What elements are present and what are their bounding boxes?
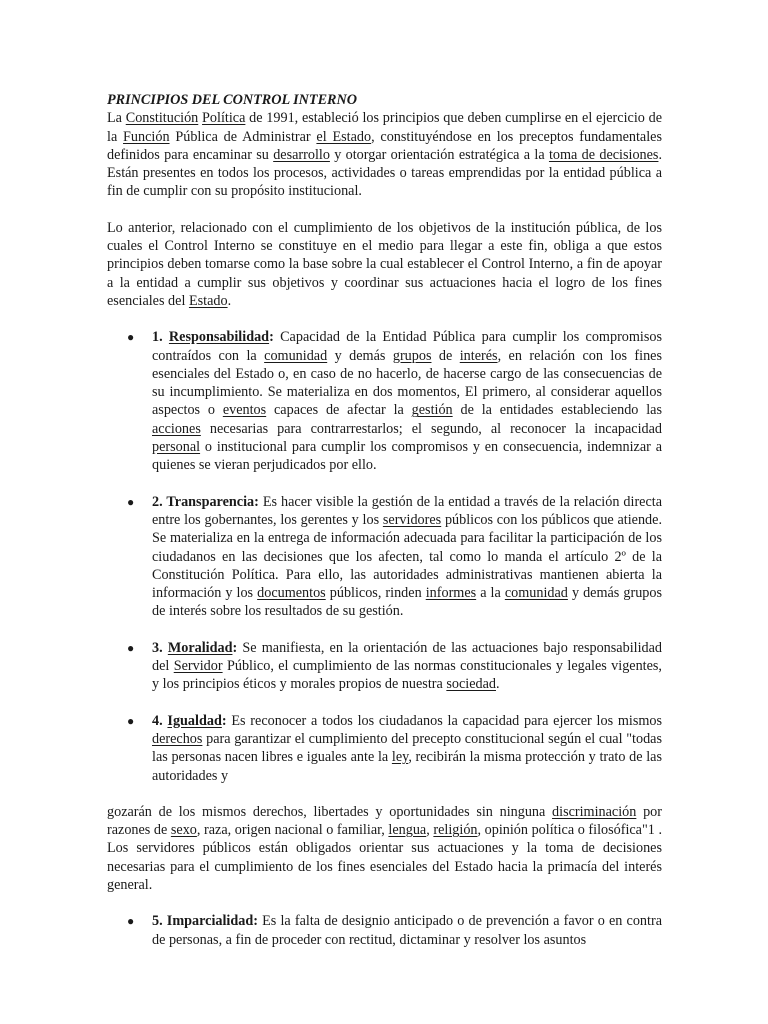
continuation-paragraph: gozarán de los mismos derechos, libertades y oportunidades sin ninguna discriminación por razones de sexo, raza, origen nacional o familiar, lengua, religión, opinión política o filosófica"1 . Los servidores públicos están obligados orientar sus actuaciones y la toma de decisiones necesarias para el cumplimiento de los fines esenciales del Estado hacia la primacía del interés general.: [107, 803, 662, 893]
principles-list: [107, 328, 662, 785]
context-paragraph: Lo anterior, relacionado con el cumplimiento de los objetivos de la institución pública, de los cuales el Control Interno se constituye en el medio para llegar a este fin, obliga a que estos principios deben tomarse como la base sobre la cual establecer el Control Interno, a fin de apoyar a la entidad a cumplir sus objetivos y coordinar sus actuaciones hacia el logro de los fines esenciales del Estado.: [107, 219, 662, 309]
hyperlink-term[interactable]: personal: [152, 439, 201, 456]
list-item: ● 1. Responsabilidad: Capacidad de la Entidad Pública para cumplir los compromisos contraídos con la comunidad y demás grupos de interés, en relación con los fines esenciales del Estado o, en caso de no hacerlo, de hacerse cargo de las consecuencias de su incumplimiento. Se materializa en dos momentos, El primero, al considerar aquellos aspectos o eventos capaces de afectar la gestión de la entidades estableciendo las acciones necesarias para contrarrestarlos; el segundo, al reconocer la incapacidad personal o institucional para cumplir los compromisos y en consecuencia, indemnizar a quienes se vieran perjudicados por ello.: [127, 329, 662, 474]
list-item: ● 2. Transparencia: Es hacer visible la gestión de la entidad a través de la relación directa entre los gobernantes, los gerentes y los servidores públicos con los públicos que atiende. Se materializa en la entrega de información adecuada para facilitar la participación de los ciudadanos en las decisiones que los afecten, tal como lo manda el artículo 2º de la Constitución Política. Para ello, las autoridades administrativas mantienen abierta la información y los documentos públicos, rinden informes a la comunidad y demás grupos de interés sobre los resultados de su gestión.: [127, 493, 663, 620]
hyperlink-term[interactable]: gestión: [411, 402, 453, 419]
hyperlink-term[interactable]: eventos: [222, 402, 267, 419]
hyperlink-term[interactable]: interés: [459, 347, 498, 364]
hyperlink-term[interactable]: toma de decisiones: [548, 146, 659, 163]
list-item: ● 3. Moralidad: Se manifiesta, en la orientación de las actuaciones bajo responsabilidad del Servidor Público, el cumplimiento de las normas constitucionales y legales vigentes, y los principios éticos y morales propios de nuestra sociedad.: [127, 639, 663, 693]
bullet-icon: ●: [127, 914, 135, 929]
principles-list-continued: [107, 912, 662, 949]
bold-label: 5. Imparcialidad:: [152, 913, 258, 930]
bold-label: :: [269, 329, 274, 346]
hyperlink-term[interactable]: comunidad: [264, 347, 328, 364]
hyperlink-term[interactable]: comunidad: [504, 585, 568, 602]
hyperlink-term[interactable]: Constitución: [125, 110, 199, 127]
hyperlink-term[interactable]: religión: [433, 822, 478, 839]
bold-label: [168, 640, 233, 656]
bullet-icon: ●: [127, 640, 135, 655]
hyperlink-term[interactable]: discriminación: [552, 803, 637, 820]
hyperlink-term[interactable]: Estado: [188, 292, 228, 309]
document-title: PRINCIPIOS DEL CONTROL INTERNO: [107, 92, 358, 108]
hyperlink-term[interactable]: Función: [123, 128, 170, 145]
hyperlink-term[interactable]: acciones: [152, 420, 201, 437]
document-body: [107, 91, 662, 949]
intro-paragraph: La Constitución Política de 1991, estableció los principios que deben cumplirse en el ejercicio de la Función Pública de Administrar el Estado, constituyéndose en los preceptos fundamentales definidos para encaminar su desarrollo y otorgar orientación estratégica a la toma de decisiones. Están presentes en todos los procesos, actividades o tareas emprendidas por la entidad pública a fin de cumplir con su propósito institucional.: [107, 110, 663, 200]
hyperlink-term[interactable]: documentos: [257, 585, 326, 602]
bullet-icon: ●: [127, 330, 135, 345]
hyperlink-term[interactable]: Igualdad: [167, 712, 222, 729]
hyperlink-term[interactable]: Política: [202, 110, 246, 127]
list-item: ● 5. Imparcialidad: Es la falta de designio anticipado o de prevención a favor o en contra de personas, a fin de proceder con rectitud, dictaminar y resolver los asuntos: [127, 913, 662, 948]
bold-label: :: [221, 712, 227, 729]
hyperlink-term[interactable]: grupos: [392, 347, 432, 364]
bold-label: [169, 329, 269, 345]
hyperlink-term[interactable]: Servidor: [173, 658, 223, 675]
list-spacer: [107, 621, 662, 639]
hyperlink-term[interactable]: informes: [425, 585, 477, 602]
hyperlink-term[interactable]: Moralidad: [167, 639, 233, 656]
bold-label: 3.: [152, 639, 168, 656]
hyperlink-term[interactable]: sexo: [170, 822, 197, 839]
hyperlink-term[interactable]: derechos: [152, 730, 203, 747]
bold-label: [167, 713, 221, 729]
bullet-icon: ●: [127, 494, 135, 509]
hyperlink-term[interactable]: Responsabilidad: [168, 329, 270, 346]
hyperlink-term[interactable]: ley: [391, 749, 409, 766]
bold-label: 1.: [152, 329, 169, 346]
hyperlink-term[interactable]: sociedad: [446, 676, 496, 693]
bold-label: 4.: [152, 712, 168, 729]
hyperlink-term[interactable]: el Estado: [316, 128, 372, 145]
list-spacer: [107, 694, 662, 712]
hyperlink-term[interactable]: desarrollo: [273, 146, 330, 163]
bold-label: 2. Transparencia:: [152, 493, 259, 510]
list-spacer: [107, 475, 662, 493]
list-item: ● 4. Igualdad: Es reconocer a todos los ciudadanos la capacidad para ejercer los mismos derechos para garantizar el cumplimiento del precepto constitucional según el cual "todas las personas nacen libres e iguales ante la ley, recibirán la misma protección y trato de las autoridades y: [127, 712, 663, 784]
hyperlink-term[interactable]: lengua: [388, 822, 427, 839]
hyperlink-term[interactable]: servidores: [382, 511, 442, 528]
bold-label: :: [232, 639, 238, 656]
bullet-icon: ●: [127, 713, 135, 728]
